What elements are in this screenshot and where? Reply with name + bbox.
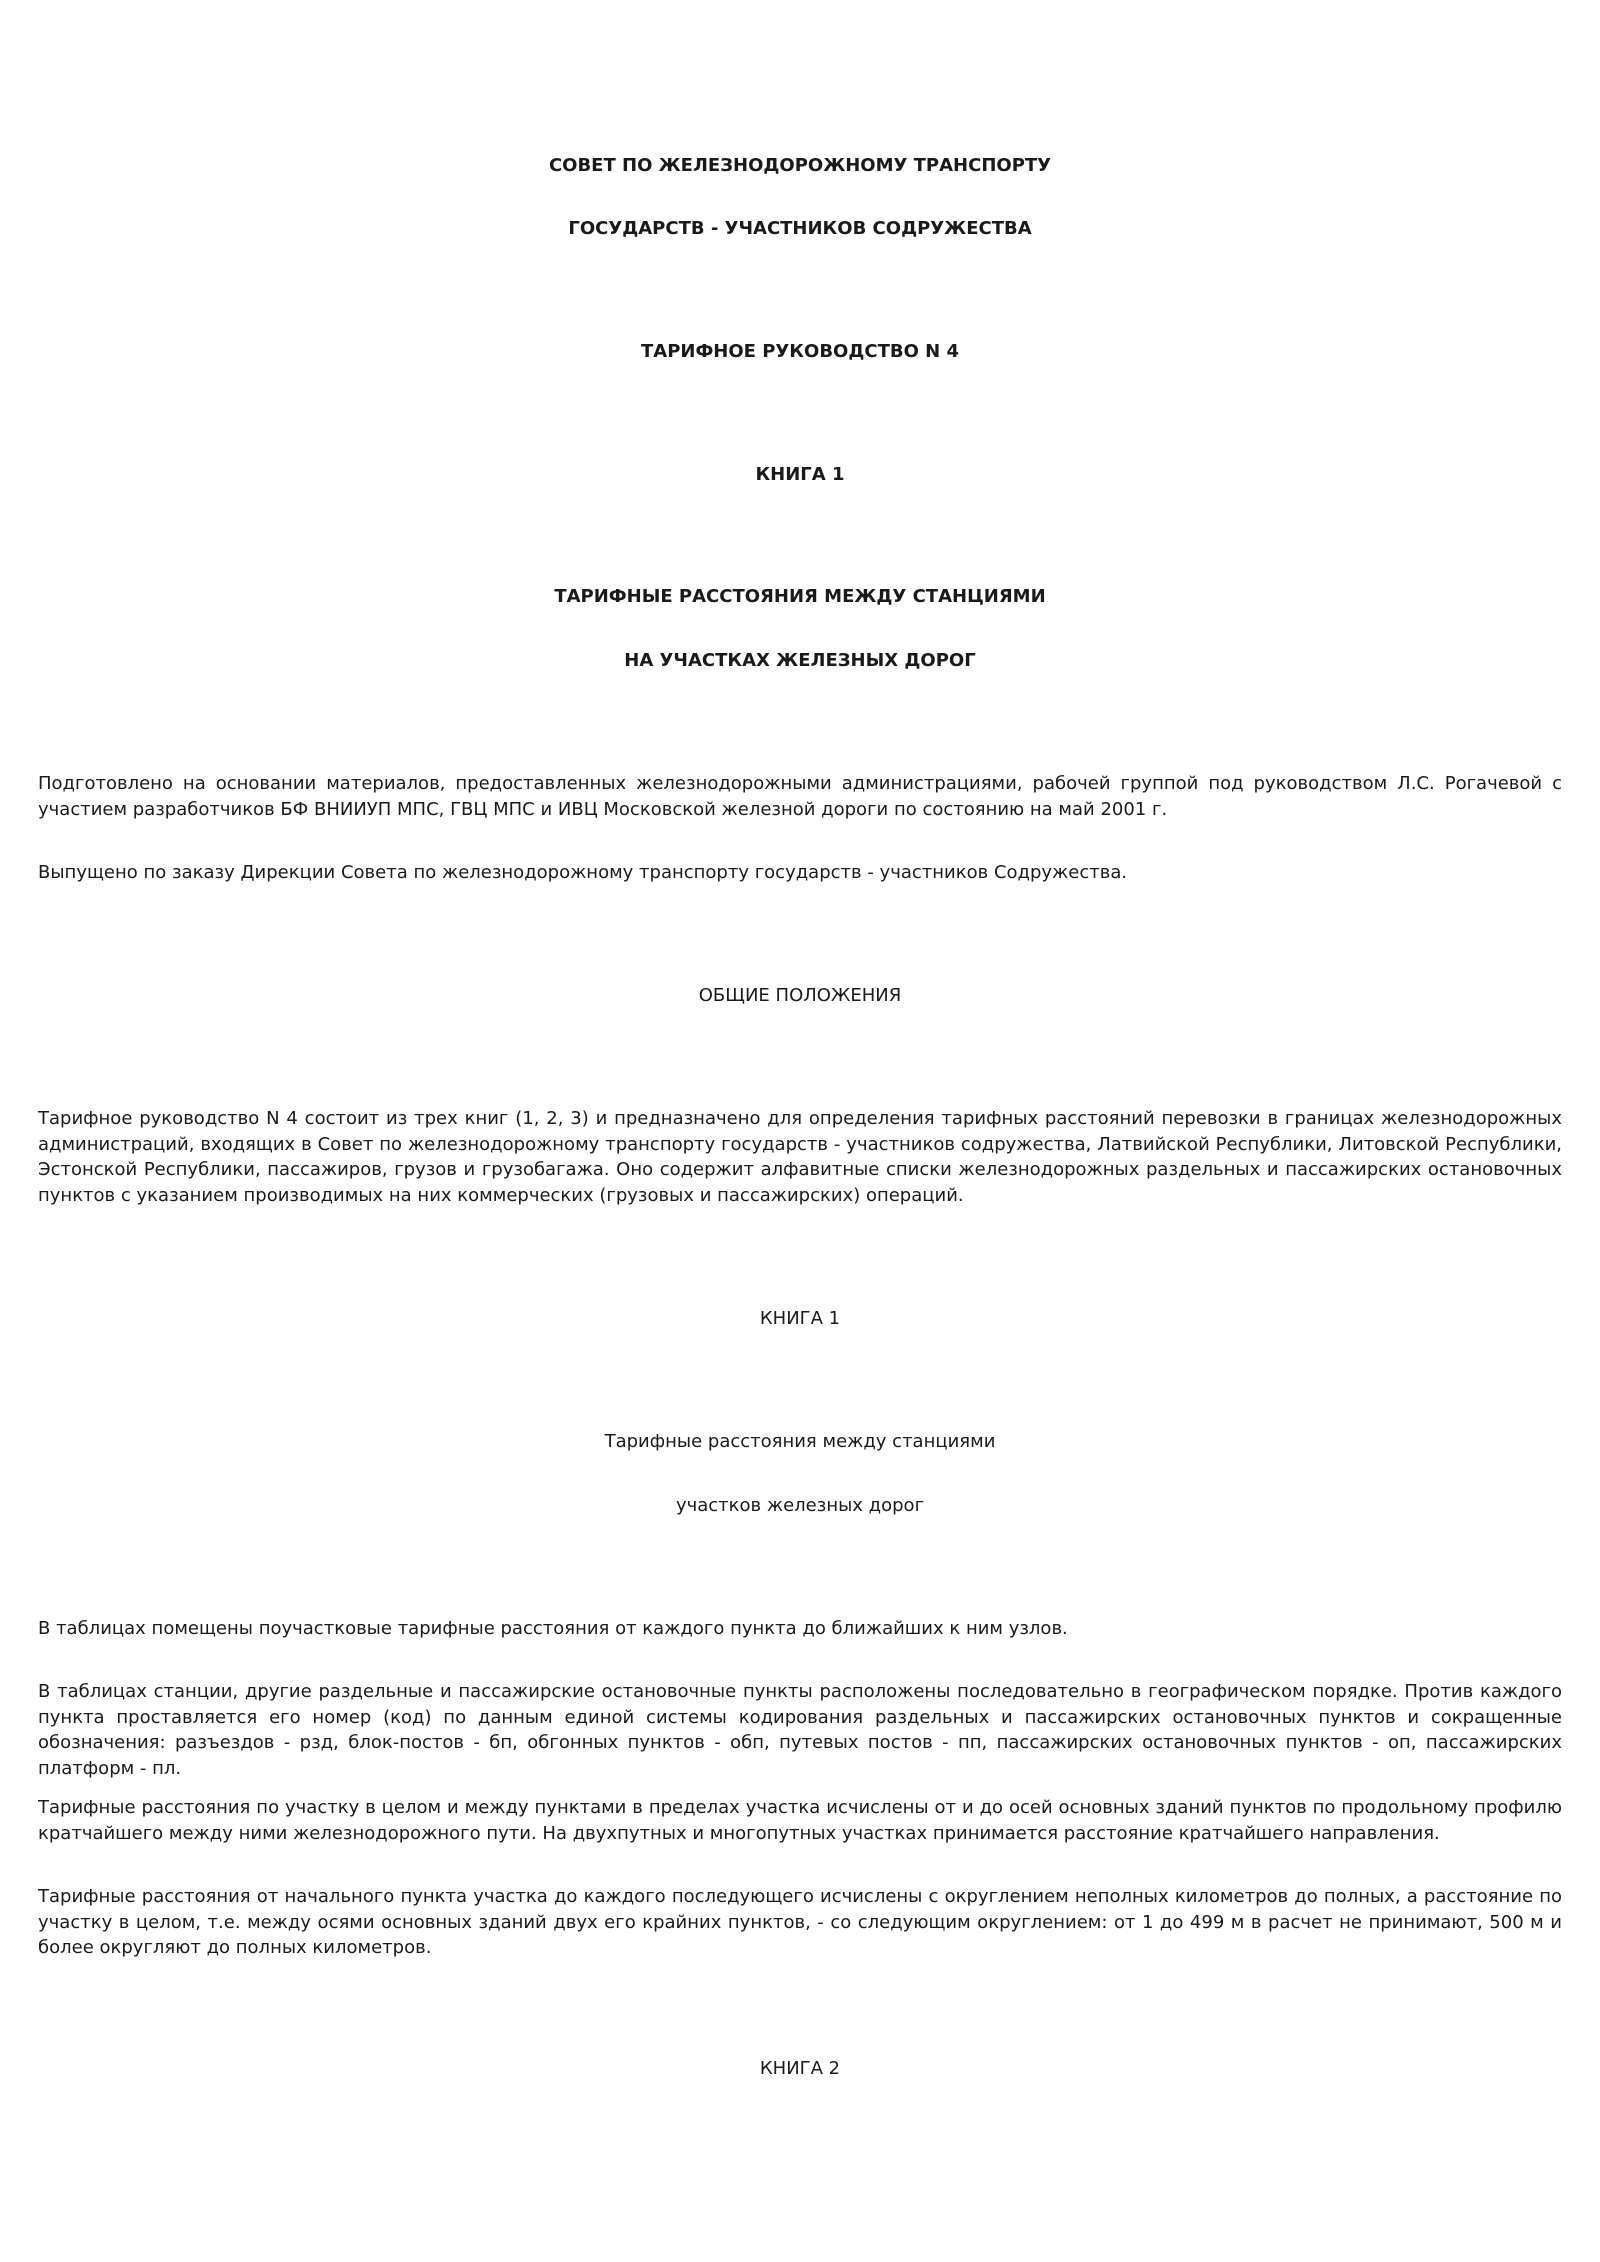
prepared-paragraph: Подготовлено на основании материалов, предоставленных железнодорожными администрациями, рабочей группой под руководством Л.С. Рогачевой с участием разработчиков БФ ВНИИУП МПС, ГВЦ МПС и ИВЦ Московской железной дороги по состоянию на май 2001 г. [38,773,1562,820]
book1-paragraph-3: Тарифные расстояния по участку в целом и между пунктами в пределах участка исчислены от и до осей основных зданий пунктов по продольному профилю кратчайшего между ними железнодорожного пути. На двухпутных и многопутных участках принимается расстояние кратчайшего направления. [38,1797,1562,1844]
book-title-line2: НА УЧАСТКАХ ЖЕЛЕЗНЫХ ДОРОГ [624,650,976,671]
book1-heading: КНИГА 1 [759,1308,841,1329]
book1-subtitle-line2: участков железных дорог [675,1495,925,1516]
general-provisions-text: Тарифное руководство N 4 состоит из трех книг (1, 2, 3) и предназначено для определения тарифных расстояний перевозки в границах железнодорожных администраций, входящих в Совет по железнодорожному транспорту государств - участников содружества, Латвийской Республики, Литовской Республики, Эстонской Республики, пассажиров, грузов и грузобагажа. Оно содержит алфавитные списки железнодорожных раздельных и пассажирских остановочных пунктов с указанием производимых на них коммерческих (грузовых и пассажирских) операций. [38,1108,1562,1206]
issued-paragraph: Выпущено по заказу Дирекции Совета по железнодорожному транспорту государств - участников Содружества. [38,862,1128,883]
book1-paragraph-2: В таблицах станции, другие раздельные и пассажирские остановочные пункты расположены последовательно в географическом порядке. Против каждого пункта проставляется его номер (код) по данным единой системы кодирования раздельных и пассажирских остановочных пунктов и сокращенные обозначения: разъездов - рзд, блок-постов - бп, обгонных пунктов - обп, путевых постов - пп, пассажирских остановочных пунктов - оп, пассажирских платформ - пл. [38,1681,1562,1779]
book-title-line1: ТАРИФНЫЕ РАССТОЯНИЯ МЕЖДУ СТАНЦИЯМИ [554,586,1046,607]
book1-paragraph-4: Тарифные расстояния от начального пункта участка до каждого последующего исчислены с округлением неполных километров до полных, а расстояние по участку в целом, т.е. между осями основных зданий двух его крайних пунктов, - со следующим округлением: от 1 до 499 м в расчет не принимают, 500 м и более округляют до полных километров. [38,1886,1562,1958]
book2-heading: КНИГА 2 [759,2058,841,2079]
book-label: КНИГА 1 [755,464,845,485]
guide-title: ТАРИФНОЕ РУКОВОДСТВО N 4 [640,341,959,362]
general-provisions-heading: ОБЩИЕ ПОЛОЖЕНИЯ [698,985,902,1006]
council-title-line1: СОВЕТ ПО ЖЕЛЕЗНОДОРОЖНОМУ ТРАНСПОРТУ [548,155,1052,176]
book1-paragraph-1: В таблицах помещены поучастковые тарифные расстояния от каждого пункта до ближайших к ним узлов. [38,1618,1068,1639]
council-title-line2: ГОСУДАРСТВ - УЧАСТНИКОВ СОДРУЖЕСТВА [568,218,1032,239]
book1-subtitle-line1: Тарифные расстояния между станциями [604,1431,996,1452]
